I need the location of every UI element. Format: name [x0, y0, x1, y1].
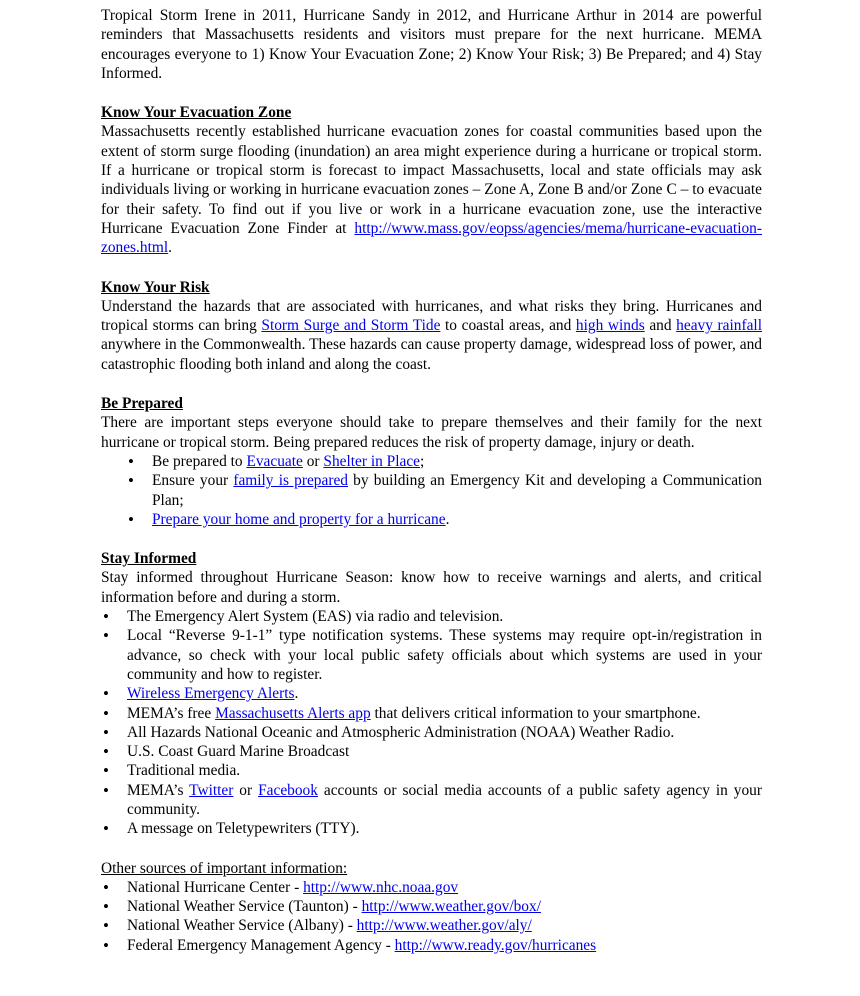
list-item — [101, 684, 762, 703]
bullet-text: accounts or social media accounts of a public safety agency in your community. — [127, 781, 762, 818]
list-item: • U.S. Coast Guard Marine Broadcast — [101, 742, 762, 761]
section-be-prepared — [101, 394, 762, 529]
evacuation-zone-paragraph — [101, 122, 762, 257]
list-item — [101, 936, 762, 955]
section-evacuation-zone — [101, 103, 762, 257]
nws-taunton-link[interactable]: http://www.weather.gov/box/ — [361, 898, 541, 916]
nws-albany-link[interactable]: http://www.weather.gov/aly/ — [356, 917, 532, 935]
evacuation-zone-finder-link[interactable]: http://www.mass.gov/eopss/agencies/mema/hurricane-evacuation-zones.html — [101, 219, 762, 257]
source-label: National Weather Service (Albany) - — [127, 917, 357, 935]
other-sources-heading: Other sources of important information: — [101, 859, 348, 877]
know-your-risk-heading: Know Your Risk — [101, 278, 210, 296]
document-page — [101, 6, 762, 975]
source-label: National Weather Service (Taunton) - — [127, 898, 362, 916]
list-item: • Local “Reverse 9-1-1” type notification systems. These systems may require opt-in/registration in advance, so check with your local public safety officials about which systems are used in your community and how to register. — [101, 626, 762, 684]
wireless-emergency-alerts-link[interactable]: Wireless Emergency Alerts — [127, 685, 295, 703]
list-item: • All Hazards National Oceanic and Atmospheric Administration (NOAA) Weather Radio. — [101, 723, 762, 742]
family-is-prepared-link[interactable]: family is prepared — [233, 472, 348, 490]
risk-text-4: anywhere in the Commonwealth. These hazards can cause property damage, widespread loss of power, and catastrophic flooding both inland and along the coast. — [101, 336, 762, 373]
risk-text-1: Understand the hazards that are associated with hurricanes, and what risks they bring. Hurricanes and tropical storms can bring — [101, 297, 762, 335]
other-sources-list — [101, 878, 762, 955]
bullet-text: that delivers critical information to your smartphone. — [370, 704, 701, 722]
twitter-link[interactable]: Twitter — [189, 781, 234, 799]
know-your-risk-paragraph — [101, 297, 762, 374]
list-item: • The Emergency Alert System (EAS) via radio and television. — [101, 607, 762, 626]
list-item — [101, 471, 762, 510]
facebook-link[interactable]: Facebook — [258, 781, 318, 799]
stay-informed-list — [101, 607, 762, 839]
list-item — [101, 510, 762, 529]
fema-link[interactable]: http://www.ready.gov/hurricanes — [394, 936, 597, 954]
intro-paragraph: Tropical Storm Irene in 2011, Hurricane Sandy in 2012, and Hurricane Arthur in 2014 are powerful reminders that Massachusetts residents and visitors must prepare for the next hurricane. MEMA encourages everyone to 1) Know Your Evacuation Zone; 2) Know Your Risk; 3) Be Prepared; and 4) Stay Informed. — [101, 7, 762, 82]
storm-surge-link[interactable]: Storm Surge and Storm Tide — [261, 317, 441, 335]
evacuate-link[interactable]: Evacuate — [246, 452, 303, 470]
list-item — [101, 704, 762, 723]
nhc-link[interactable]: http://www.nhc.noaa.gov — [303, 878, 459, 896]
bullet-text: . — [294, 685, 299, 703]
be-prepared-list — [101, 452, 762, 529]
list-item — [101, 897, 762, 916]
bullet-text: MEMA’s free — [127, 704, 216, 722]
bullet-text: MEMA’s — [127, 781, 190, 799]
bullet-text: . — [445, 510, 450, 528]
bullet-text: Ensure your — [152, 472, 234, 490]
list-item — [101, 452, 762, 471]
risk-text-3: and — [644, 317, 677, 335]
section-stay-informed — [101, 549, 762, 838]
list-item — [101, 781, 762, 820]
be-prepared-heading: Be Prepared — [101, 395, 183, 413]
source-label: National Hurricane Center - — [127, 878, 304, 896]
be-prepared-paragraph: There are important steps everyone should take to prepare themselves and their family for the next hurricane or tropical storm. Being prepared reduces the risk of property damage, injury or death. — [101, 414, 762, 451]
prepare-home-link[interactable]: Prepare your home and property for a hurricane — [152, 510, 446, 528]
bullet-text: Be prepared to — [152, 452, 247, 470]
list-item — [101, 916, 762, 935]
stay-informed-paragraph: Stay informed throughout Hurricane Season: know how to receive warnings and alerts, and critical information before and during a storm. — [101, 569, 762, 606]
evacuation-zone-heading: Know Your Evacuation Zone — [101, 104, 292, 122]
stay-informed-heading: Stay Informed — [101, 550, 197, 568]
heavy-rainfall-link[interactable]: heavy rainfall — [676, 317, 762, 335]
bullet-text: by building an Emergency Kit and developing a Communication Plan; — [152, 472, 762, 509]
section-know-your-risk — [101, 278, 762, 374]
list-item: • A message on Teletypewriters (TTY). — [101, 819, 762, 838]
massachusetts-alerts-app-link[interactable]: Massachusetts Alerts app — [215, 704, 371, 722]
list-item: • Traditional media. — [101, 761, 762, 780]
list-item — [101, 878, 762, 897]
section-other-sources — [101, 859, 762, 955]
high-winds-link[interactable]: high winds — [575, 317, 645, 335]
bullet-text: or — [302, 452, 324, 470]
risk-text-2: to coastal areas, and — [440, 317, 576, 335]
evacuation-zone-period: . — [168, 239, 172, 257]
source-label: Federal Emergency Management Agency - — [127, 936, 395, 954]
evacuation-zone-text: Massachusetts recently established hurricane evacuation zones for coastal communities based upon the extent of storm surge flooding (inundation) an area might experience during a hurricane or tropical storm. If a hurricane or tropical storm is forecast to impact Massachusetts, local and state officials may ask individuals living or working in hurricane evacuation zones – Zone A, Zone B and/or Zone C – to evacuate for their safety. To find out if you live or work in a hurricane evacuation zone, use the interactive Hurricane Evacuation Zone Finder at — [101, 123, 762, 237]
shelter-in-place-link[interactable]: Shelter in Place — [323, 452, 420, 470]
bullet-text: ; — [419, 452, 425, 470]
bullet-text: or — [233, 781, 259, 799]
